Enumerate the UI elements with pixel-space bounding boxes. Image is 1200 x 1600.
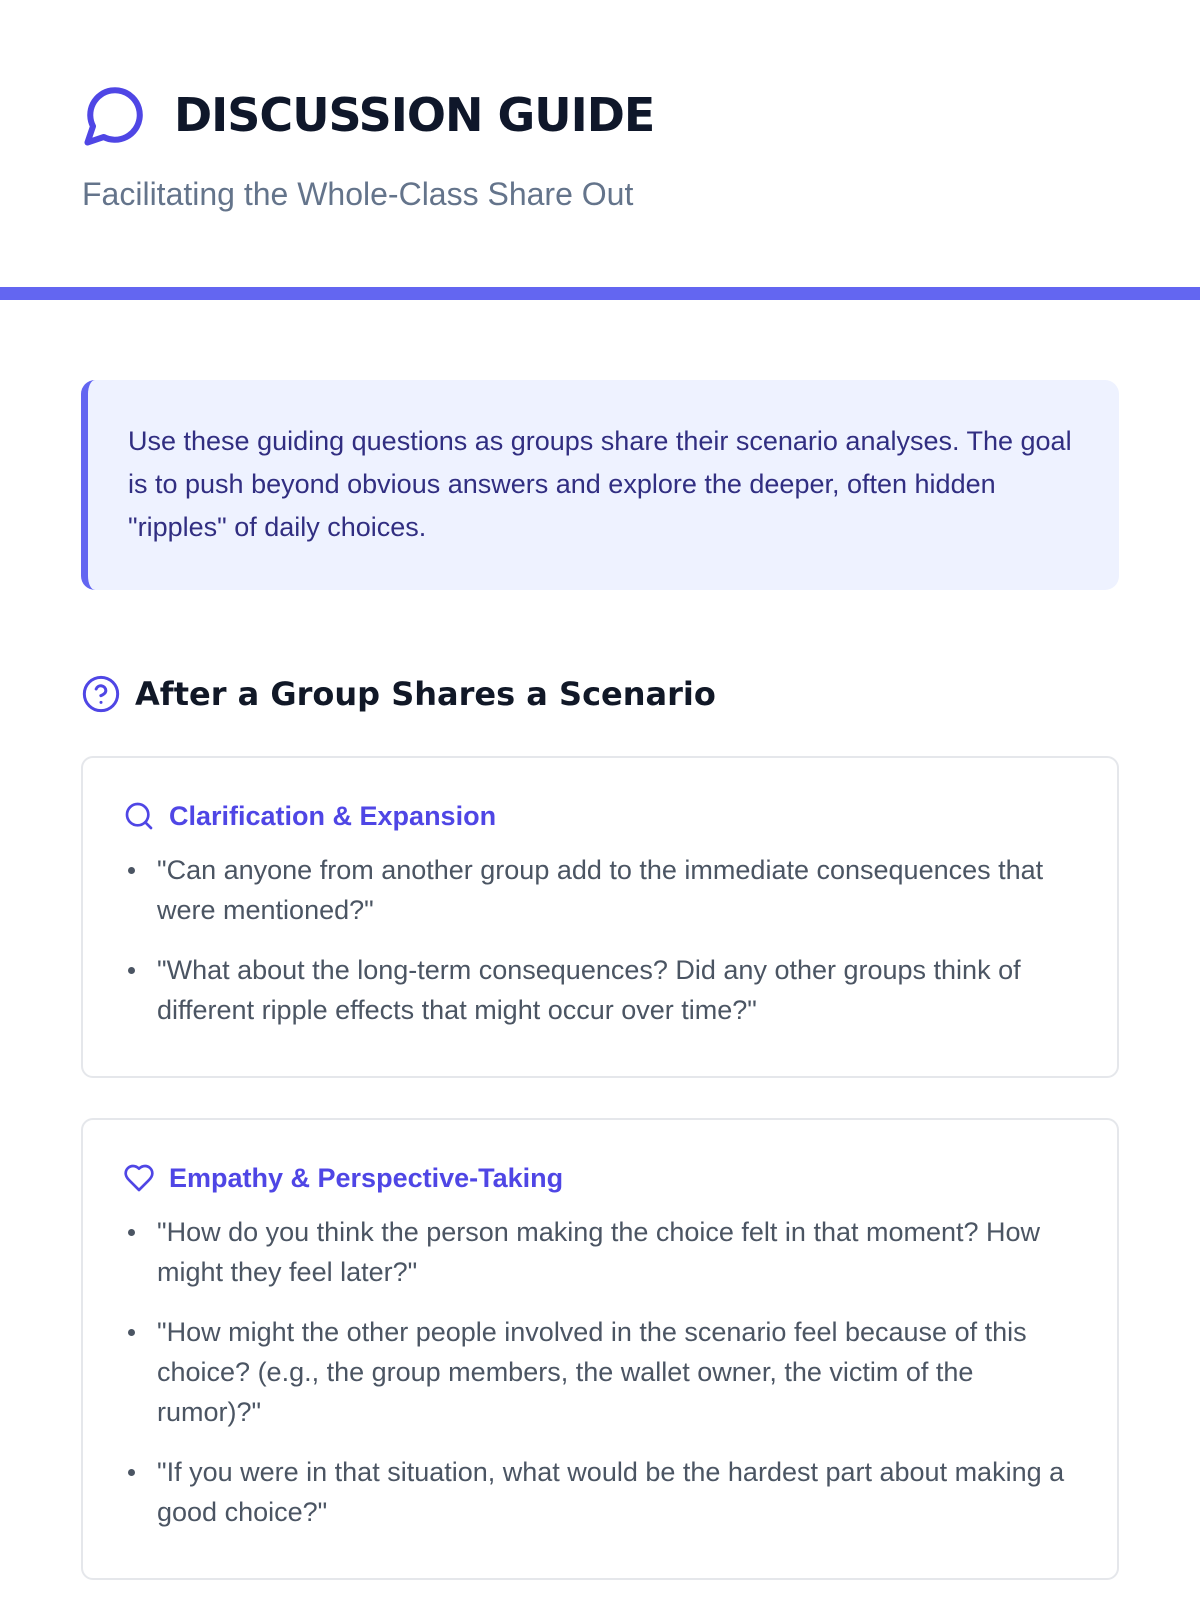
list-item: "How do you think the person making the choice felt in that moment? How might they feel later?" [123, 1212, 1073, 1292]
intro-callout: Use these guiding questions as groups share their scenario analyses. The goal is to push beyond obvious answers and explore the deeper, often hidden "ripples" of daily choices. [81, 380, 1119, 590]
question-card-empathy [81, 1118, 1119, 1580]
question-list [123, 850, 1073, 1030]
speech-bubble-icon [82, 82, 148, 148]
question-circle-icon [81, 674, 121, 714]
card-title: Empathy & Perspective-Taking [169, 1162, 564, 1193]
card-title: Clarification & Expansion [169, 800, 497, 831]
page-header [0, 0, 1200, 300]
heart-icon [123, 1162, 155, 1194]
list-item: "How might the other people involved in the scenario feel because of this choice? (e.g., the group members, the wallet owner, the victim of the rumor)?" [123, 1312, 1073, 1432]
question-list [123, 1212, 1073, 1532]
question-card-clarification [81, 756, 1119, 1078]
section-heading [81, 674, 1119, 714]
section-title: After a Group Shares a Scenario [135, 675, 716, 713]
page-subtitle: Facilitating the Whole-Class Share Out [82, 176, 634, 212]
main-content [0, 300, 1200, 1580]
list-item: "If you were in that situation, what would be the hardest part about making a good choice?" [123, 1452, 1073, 1532]
card-heading [123, 796, 1073, 836]
list-item: "What about the long-term consequences? Did any other groups think of different ripple effects that might occur over time?" [123, 950, 1073, 1030]
page-title: DISCUSSION GUIDE [174, 88, 655, 142]
title-row [82, 80, 1118, 150]
card-heading [123, 1158, 1073, 1198]
search-icon [123, 800, 155, 832]
list-item: "Can anyone from another group add to the immediate consequences that were mentioned?" [123, 850, 1073, 930]
